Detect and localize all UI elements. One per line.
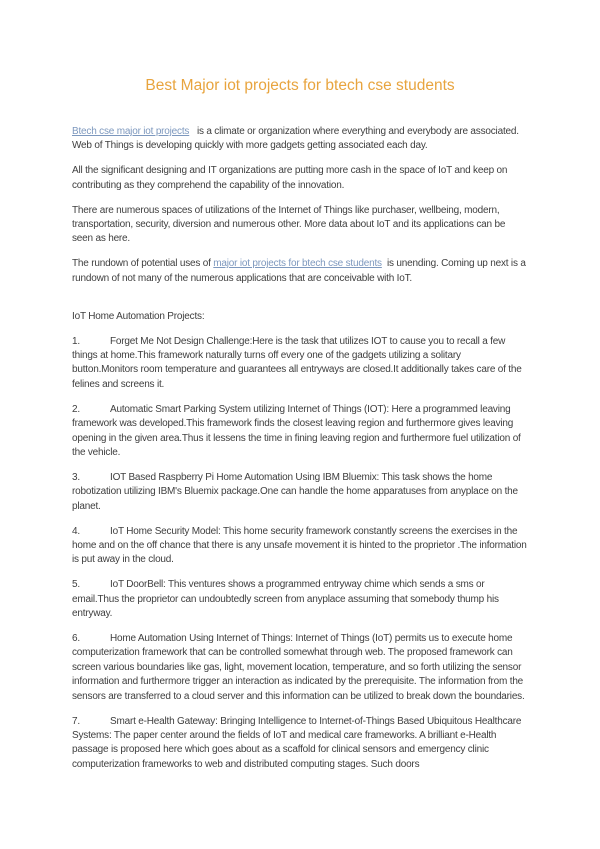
intro-paragraph-4 — [72, 257, 528, 286]
link-major-iot-projects-for-btech-cse-students[interactable]: major iot projects for btech cse students — [213, 258, 382, 270]
list-item-4 — [72, 525, 528, 568]
paragraph-text: The rundown of potential uses of — [72, 258, 214, 270]
list-item-1 — [72, 335, 528, 393]
list-item-text: Smart e-Health Gateway: Bringing Intelligence to Internet-of-Things Based Ubiquitous Healthcare Systems: The paper center around the fields of IoT and medical care frameworks. A brilliant e-Health passage is proposed here which goes about as a scaffold for clinical sensors and emergency clinic computerization frameworks to web and distributed computing stages. Such doors — [72, 715, 524, 770]
paragraph-text: is a climate or organization where everything and everybody are associated. Web of Things is developing quickly with more gadgets getting associated each day. — [72, 126, 522, 152]
list-item-number: 5. — [72, 579, 80, 591]
list-item-text: IoT Home Security Model: This home security framework constantly screens the exercises in the home and on the off chance that there is any unsafe movement it is hinted to the proprietor .The information is put away in the cloud. — [72, 525, 530, 566]
list-item-text: IoT DoorBell: This ventures shows a programmed entryway chime which sends a sms or email.Thus the proprietor can undoubtedly screen from anyplace assuming that somebody thump his entryway. — [72, 579, 502, 620]
intro-paragraph-1 — [72, 125, 528, 154]
list-item-3 — [72, 471, 528, 514]
list-item-number: 1. — [72, 335, 80, 347]
list-item-text: Home Automation Using Internet of Things: Internet of Things (IoT) permits us to execute home computerization framework that can be controlled somewhat through web. The proposed framework can screen various boundaries like gas, light, movement location, temperature, and so forth utilizing the sensor information and furthermore trigger an interaction as indicated by the prerequisite. The information from the sensors are transferred to a cloud server and this information can be utilized to break down the boundaries. — [72, 632, 526, 702]
list-item-text: IOT Based Raspberry Pi Home Automation Using IBM Bluemix: This task shows the home robotization utilizing IBM's Bluemix package.One can handle the home apparatuses from anyplace on the planet. — [72, 471, 521, 512]
link-btech-cse-major-iot-projects[interactable]: Btech cse major iot projects — [72, 126, 190, 137]
list-item-7 — [72, 715, 528, 773]
list-item-number: 2. — [72, 403, 80, 415]
list-item-6 — [72, 632, 528, 704]
page-title: Best Major iot projects for btech cse students — [145, 77, 455, 94]
list-item-5 — [72, 578, 528, 621]
list-item-number: 7. — [72, 715, 80, 727]
list-item-2 — [72, 403, 528, 461]
section-heading: IoT Home Automation Projects: — [72, 311, 205, 323]
list-item-number: 6. — [72, 632, 80, 644]
intro-paragraph-3: There are numerous spaces of utilizations of the Internet of Things like purchaser, wellbeing, modern, transportation, security, diversion and numerous other. More data about IoT and its applications can be seen as here. — [72, 204, 508, 245]
paragraph-text: is unending. Coming up next is a rundown of not many of the numerous applications that are conceivable with IoT. — [72, 258, 529, 284]
intro-paragraph-2: All the significant designing and IT organizations are putting more cash in the space of IoT and keep on contributing as they comprehend the capability of the innovation. — [72, 165, 510, 191]
list-item-text: Automatic Smart Parking System utilizing Internet of Things (IOT): Here a programmed leaving framework was developed.This framework finds the closest leaving region and furthermore gives leaving opening in the given area.Thus it lessens the time in fining leaving region and furthermore fuel utilization of the vehicle. — [72, 403, 524, 458]
list-item-number: 4. — [72, 525, 80, 537]
list-item-number: 3. — [72, 471, 80, 483]
list-item-text: Forget Me Not Design Challenge:Here is the task that utilizes IOT to cause you to recall a few things at home.This framework naturally turns off every one of the gadgets utilizing a solitary button.Monitors room temperature and guarantees all entryways are closed.It additionally takes care of the felines and screens it. — [72, 335, 525, 390]
